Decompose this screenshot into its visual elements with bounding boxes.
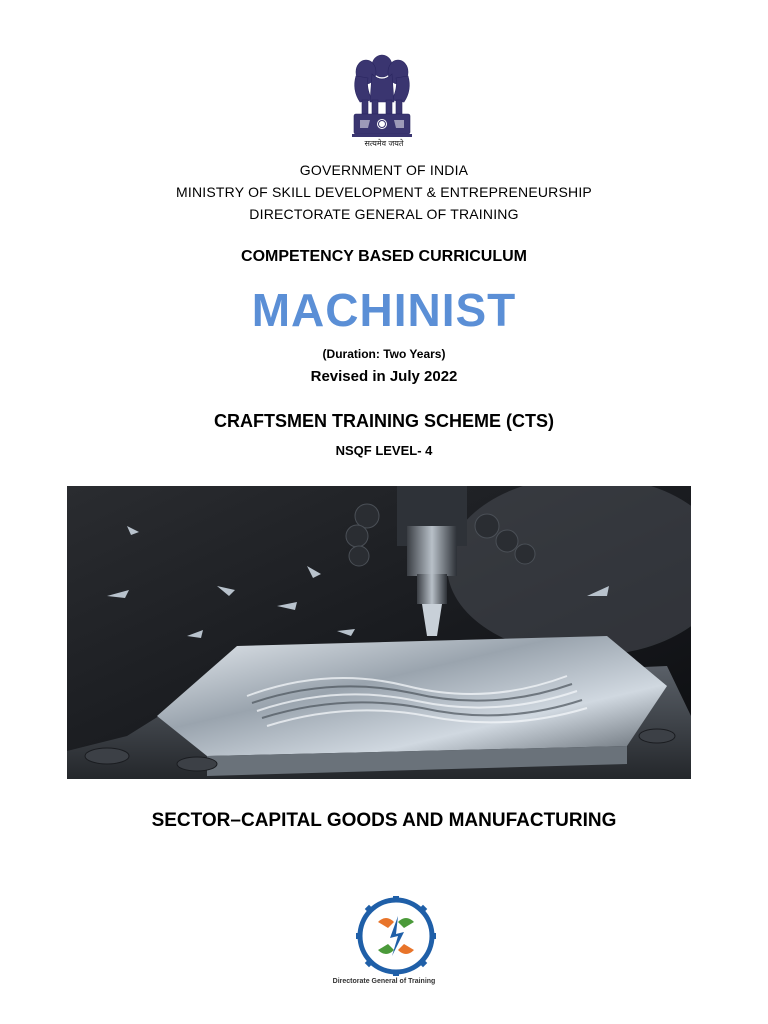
dgt-logo-icon xyxy=(356,896,436,976)
nsqf-level: NSQF LEVEL- 4 xyxy=(335,443,433,458)
scheme-name: CRAFTSMEN TRAINING SCHEME (CTS) xyxy=(214,411,554,431)
directorate-line: DIRECTORATE GENERAL OF TRAINING xyxy=(249,206,519,222)
document-title: MACHINIST xyxy=(251,284,517,336)
sector-title: SECTOR–CAPITAL GOODS AND MANUFACTURING xyxy=(151,810,617,831)
ashoka-emblem-icon xyxy=(348,50,416,150)
revision-text: Revised in July 2022 xyxy=(310,368,458,385)
government-line: GOVERNMENT OF INDIA xyxy=(299,162,469,178)
cnc-milling-machine-image xyxy=(67,486,691,779)
curriculum-label: COMPETENCY BASED CURRICULUM xyxy=(241,248,527,265)
dgt-caption: Directorate General of Training xyxy=(332,978,436,985)
ministry-line: MINISTRY OF SKILL DEVELOPMENT & ENTREPRENEURSHIP xyxy=(176,184,592,200)
duration-text: (Duration: Two Years) xyxy=(322,347,446,361)
emblem-motto: सत्यमेव जयते xyxy=(364,139,404,148)
